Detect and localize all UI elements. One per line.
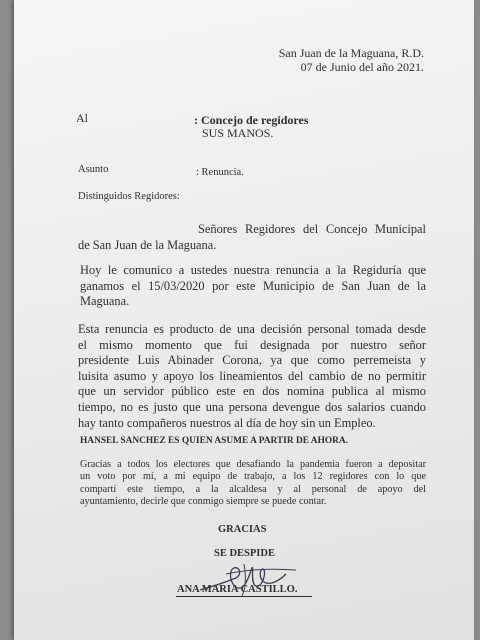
recipient-line2: SUS MANOS.	[202, 126, 274, 140]
paragraph-line: el mismo momento que fui designada por nuestro señor	[78, 337, 426, 352]
address-line: de San Juan de la Maguana.	[78, 237, 217, 252]
recipient-name: : Concejo de regidores	[194, 113, 309, 127]
paragraph-line: presidente Luis Abinader Corona, ya que como perremeista y	[78, 353, 426, 368]
paragraph-line: ayuntamiento, decirle que conmigo siempre se puede contar.	[80, 496, 327, 508]
signature-underline	[176, 596, 312, 597]
successor-announcement: HANSEL SANCHEZ ES QUIEN ASUME A PARTIR DE AHORA.	[80, 436, 349, 446]
paragraph-thanks	[80, 459, 426, 509]
paragraph-line: que un servidor público este en dos nomina publica al mismo	[78, 384, 426, 399]
closing-thanks: GRACIAS	[218, 524, 267, 535]
paragraph-line: Gracias a todos los electores que desafiando la pandemia fueron a depositar	[80, 459, 426, 470]
letter-page	[14, 0, 474, 640]
salutation: Distinguidos Regidores:	[78, 191, 180, 202]
paragraph-resignation	[80, 263, 426, 310]
paragraph-line: Maguana.	[80, 294, 130, 309]
paragraph-line: Esta renuncia es producto de una decisión personal tomada desde	[78, 322, 426, 336]
recipient-label: Al	[76, 111, 88, 125]
closing-farewell: SE DESPIDE	[214, 548, 275, 559]
paragraph-line: ganamos el 15/03/2020 por este Municipio de San Juan de la	[80, 278, 426, 293]
letter-location: San Juan de la Maguana, R.D.	[278, 46, 424, 60]
address-line: Señores Regidores del Concejo Municipal	[198, 222, 426, 236]
paragraph-line: tiempo, no es justo que una persona devengue dos salarios cuando	[78, 399, 426, 414]
signatory-name: ANA MARIA CASTILLO.	[177, 584, 298, 595]
paragraph-line: un voto por mí, a mi equipo de trabajo, a los 12 regidores con lo que	[80, 471, 426, 483]
paragraph-line: hay tanto compañeros nuestros al día de hoy sin un Empleo.	[78, 415, 376, 430]
address-paragraph	[78, 222, 426, 253]
letter-date: 07 de Junio del año 2021.	[300, 60, 424, 74]
paragraph-line: compartí este tiempo, a la alcaldesa y al personal de apoyo del	[80, 483, 426, 495]
subject-value: : Renuncia.	[196, 167, 244, 178]
paragraph-line: Hoy le comunico a ustedes nuestra renuncia a la Regiduría que	[80, 263, 426, 277]
paragraph-reason	[78, 322, 426, 431]
subject-label: Asunto	[78, 164, 109, 175]
paragraph-line: luisita asumo y apoyo los lineamientos del cambio de no permitir	[78, 368, 426, 383]
